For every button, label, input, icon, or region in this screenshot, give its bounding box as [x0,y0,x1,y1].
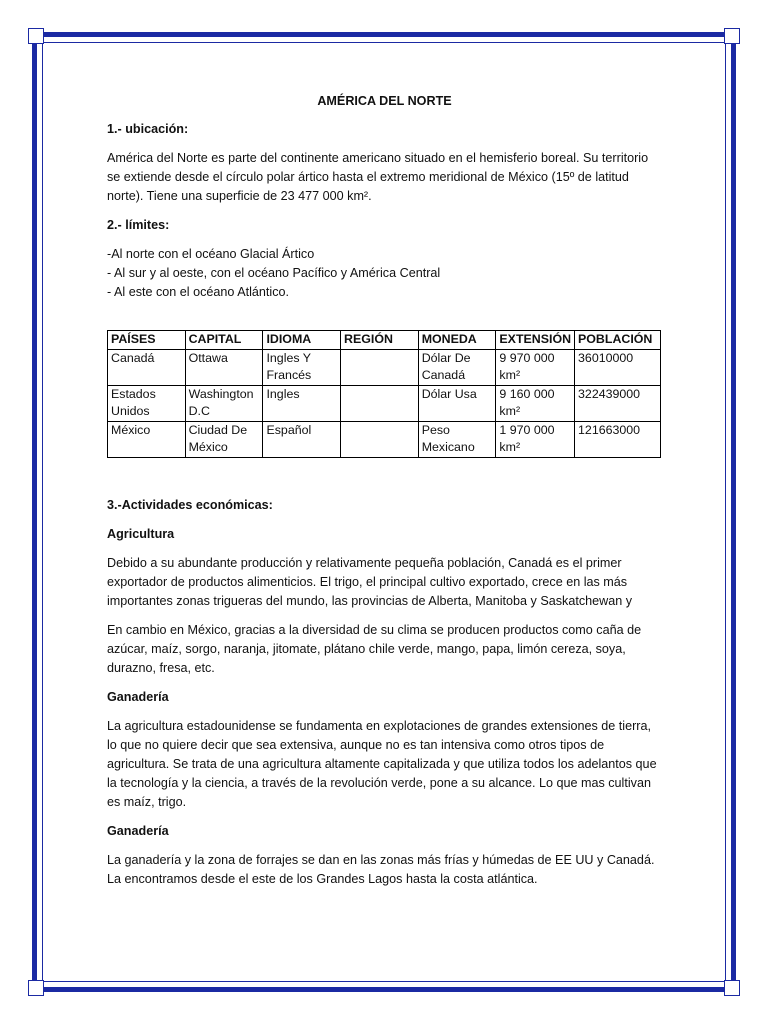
table-cell: México [108,421,186,457]
document-body [107,92,662,899]
table-cell: 322439000 [575,385,661,421]
table-row [108,349,661,385]
limite-line: -Al norte con el océano Glacial Ártico [107,247,315,261]
table-cell: Canadá [108,349,186,385]
limite-line: - Al sur y al oeste, con el océano Pacífico y América Central [107,266,441,280]
table-header-cell: MONEDA [418,331,496,350]
border-corner-ornament [724,980,740,996]
table-header-cell: PAÍSES [108,331,186,350]
agricultura-paragraph-mexico: En cambio en México, gracias a la diversidad de su clima se producen productos como caña de azúcar, maíz, sorgo, naranja, jitomate, plátano chile verde, mango, papa, limón cereza, soya, durazno, fresa, etc. [107,622,642,675]
document-title: AMÉRICA DEL NORTE [317,94,452,108]
countries-table [107,330,661,458]
subheading-ganaderia: Ganadería [107,689,169,704]
table-cell: 121663000 [575,421,661,457]
table-cell: Estados Unidos [108,385,186,421]
table-cell: Peso Mexicano [418,421,496,457]
table-header-cell: REGIÓN [341,331,419,350]
ubicacion-paragraph: América del Norte es parte del continente americano situado en el hemisferio boreal. Su territorio se extiende desde el círculo polar ártico hasta el extremo meridional de México (15º de latitud norte). Tiene una superficie de 23 477 000 km². [107,151,649,203]
table-cell: 9 160 000 km² [496,385,575,421]
table-cell: Español [263,421,341,457]
table-cell: 9 970 000 km² [496,349,575,385]
table-cell: 1 970 000 km² [496,421,575,457]
agricultura-paragraph-usa: La agricultura estadounidense se fundamenta en explotaciones de grandes extensiones de tierra, lo que no quiere decir que sea extensiva, aunque no es tan intensiva como otros tipos de agricultura. Se trata de una agricultura altamente capitalizada y que utiliza todos los adelantos que la tecnología y la ciencia, a través de la revolución verde, pone a su alcance. Lo que mas cultivan es maíz, trigo. [107,718,657,809]
table-header-cell: EXTENSIÓN [496,331,575,350]
table-cell [341,421,419,457]
section-heading-ubicacion: 1.- ubicación: [107,122,189,136]
table-header-row [108,331,661,350]
section-heading-limites: 2.- límites: [107,218,170,232]
subheading-ganaderia: Ganadería [107,823,169,838]
table-row [108,421,661,457]
table-cell: Dólar De Canadá [418,349,496,385]
table-cell: 36010000 [575,349,661,385]
table-cell [341,385,419,421]
border-corner-ornament [724,28,740,44]
table-cell: Ingles Y Francés [263,349,341,385]
section-heading-actividades: 3.-Actividades económicas: [107,497,273,512]
limite-line: - Al este con el océano Atlántico. [107,285,290,299]
table-cell: Ottawa [185,349,263,385]
border-corner-ornament [28,28,44,44]
subheading-agricultura: Agricultura [107,526,175,541]
table-header-cell: POBLACIÓN [575,331,661,350]
ganaderia-paragraph: La ganadería y la zona de forrajes se dan en las zonas más frías y húmedas de EE UU y Canadá. La encontramos desde el este de los Grandes Lagos hasta la costa atlántica. [107,852,655,886]
border-corner-ornament [28,980,44,996]
table-cell: Dólar Usa [418,385,496,421]
table-cell: Ingles [263,385,341,421]
agricultura-paragraph-canada: Debido a su abundante producción y relativamente pequeña población, Canadá es el primer exportador de productos alimenticios. El trigo, el principal cultivo exportado, crece en las más importantes zonas trigueras del mundo, las provincias de Alberta, Manitoba y Saskatchewan y [107,555,633,608]
limites-list [107,245,662,302]
table-cell: Ciudad De México [185,421,263,457]
table-cell [341,349,419,385]
spacer [107,302,662,330]
table-cell: Washington D.C [185,385,263,421]
table-header-cell: IDIOMA [263,331,341,350]
table-header-cell: CAPITAL [185,331,263,350]
table-row [108,385,661,421]
